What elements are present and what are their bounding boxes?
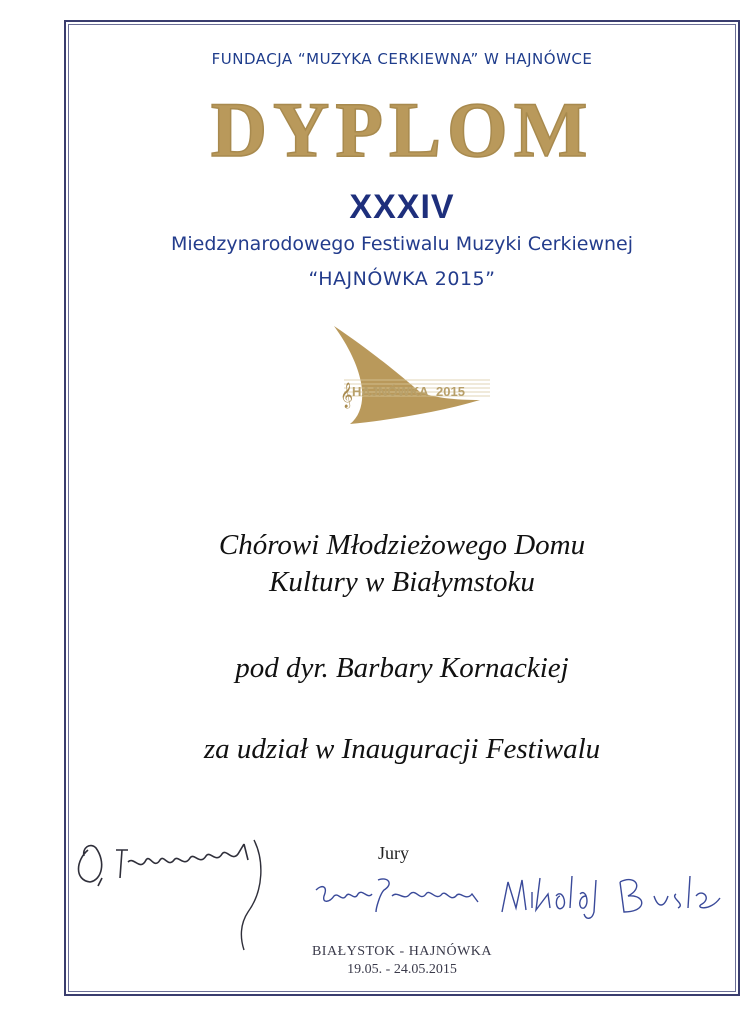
signature-2 [312,872,492,922]
festival-name: Miedzynarodowego Festiwalu Muzyki Cerkiewnej [171,233,633,255]
reason-line: za udział w Inauguracji Festiwalu [203,733,601,765]
recipient-line-1: Chórowi Młodzieżowego Domu [218,529,586,561]
treble-clef-icon: 𝄞 [340,383,354,408]
festival-event: “HAJNÓWKA 2015” [308,268,496,290]
festival-logo [330,320,500,430]
logo-text: HAJNÓWKA [352,384,429,399]
location: BIAŁYSTOK - HAJNÓWKA [311,944,493,959]
recipient-line-2: Kultury w Białymstoku [269,566,535,598]
diploma-title [64,84,740,174]
jury-label: Jury [378,843,409,863]
signature-1 [68,820,278,960]
signature-3 [496,868,726,928]
swoosh-shape [334,326,480,424]
dates: 19.05. - 24.05.2015 [347,962,457,977]
diploma-title-text: DYPLOM [210,86,594,173]
conductor-line: pod dyr. Barbary Kornackiej [235,652,569,684]
logo-year: 2015 [436,384,465,399]
foundation-name: FUNDACJA “MUZYKA CERKIEWNA” W HAJNÓWCE [211,50,593,68]
festival-edition: XXXIV [349,188,455,226]
